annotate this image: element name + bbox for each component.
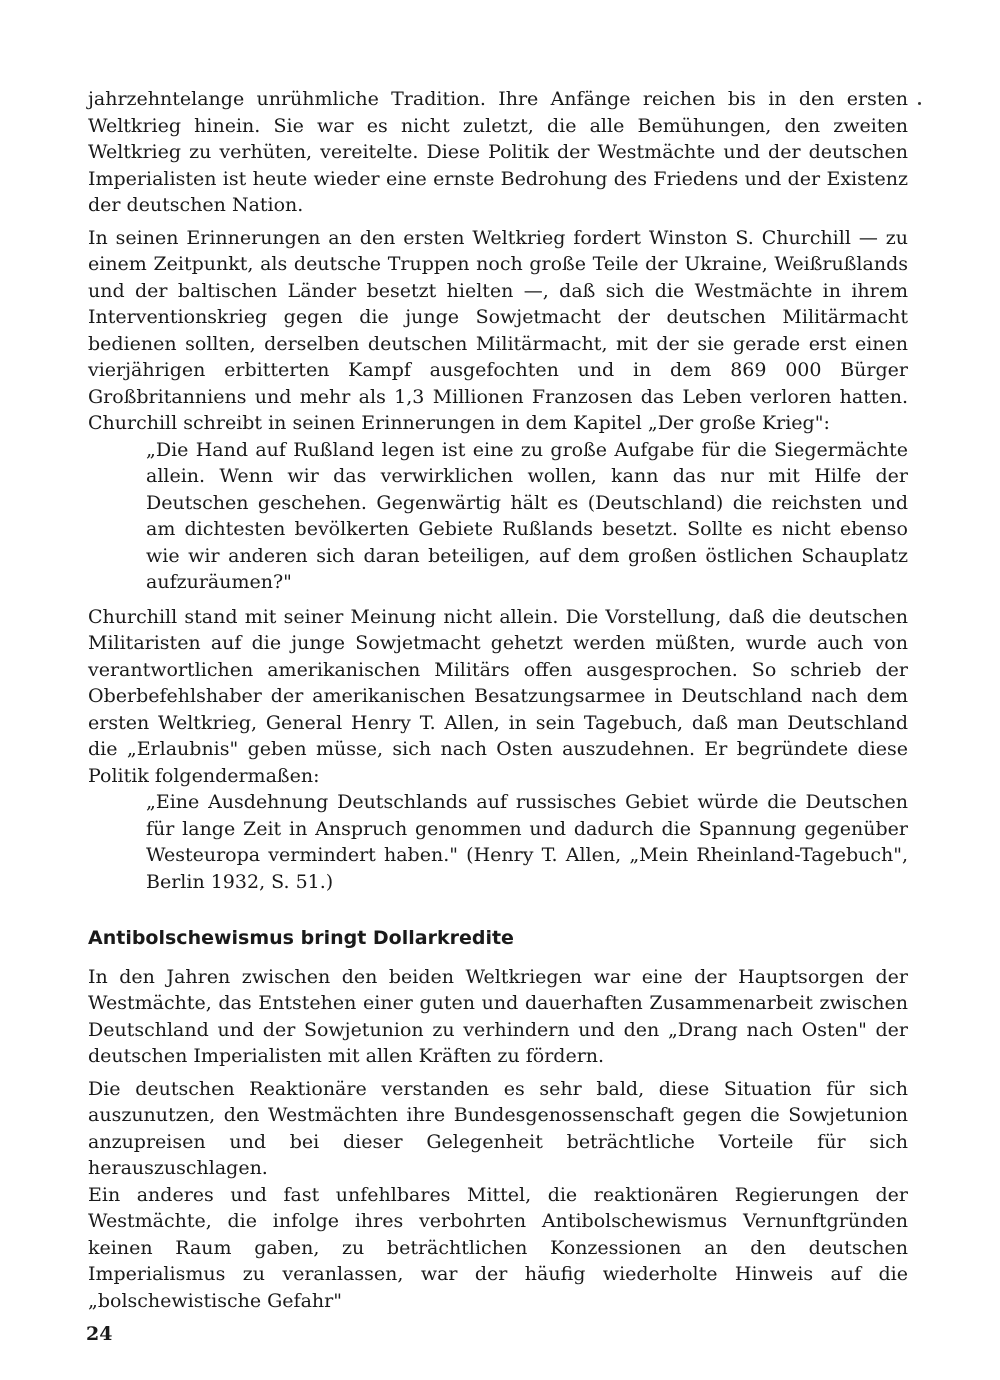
paragraph-bolshevik-danger: Ein anderes und fast unfehlbares Mittel, die reaktionären Regierungen der Westmächte, die infolge ihres verbohrten Antibolschewismus Vernunftgründen keinen Raum gaben, zu beträchtlichen Konzessionen an den deutschen Imperialismus zu veranlassen, war der häufig wiederholte Hinweis auf die „bolschewistische Gefahr" xyxy=(88,1183,908,1312)
quote-allen: „Eine Ausdehnung Deutschlands auf russisches Gebiet würde die Deutschen für lange Zeit in Anspruch genommen und dadurch die Spannung gegenüber Westeuropa vermindert haben." (Henry T. Allen, „Mein Rheinland-Tagebuch", Berlin 1932, S. 51.) xyxy=(146,791,908,893)
page-number: 24 xyxy=(86,1323,113,1345)
section-heading: Antibolschewismus bringt Dollarkredite xyxy=(88,927,514,949)
paragraph-interwar-years: In den Jahren zwischen den beiden Weltkriegen war eine der Hauptsorgen der Westmächte, das Entstehen einer guten und dauerhaften Zusammenarbeit zwischen Deutschland und der Sowjetunion zu verhindern und den „Drang nach Osten" der deutschen Imperialisten mit allen Kräften zu fördern. xyxy=(88,965,908,1067)
quote-churchill: „Die Hand auf Rußland legen ist eine zu große Aufgabe für die Siegermächte allein. Wenn wir das verwirklichen wollen, kann das nur mit Hilfe der Deutschen geschehen. Gegenwärtig hält es (Deutschland) die reichsten und am dichtesten bevölkerten Gebiete Rußlands besetzt. Sollte es nicht ebenso wie wir anderen sich daran beteiligen, auf dem großen östlichen Schauplatz aufzuräumen?" xyxy=(146,438,908,593)
paragraph-churchill-memoirs: In seinen Erinnerungen an den ersten Weltkrieg fordert Winston S. Churchill — zu einem Zeitpunkt, als deutsche Truppen noch große Teile der Ukraine, Weißrußlands und der baltischen Länder besetzt hielten —, daß sich die Westmächte in ihrem Interventionskrieg gegen die junge Sowjetmacht der deutschen Militärmacht bedienen sollten, derselben deutschen Militärmacht, mit der sie gerade erst einen vierjährigen erbitterten Kampf ausgefochten und in dem 869 000 Bürger Großbritanniens und mehr als 1,3 Millionen Franzosen das Leben verloren hatten. Churchill schreibt in seinen Erinnerungen in dem Kapitel „Der große Krieg": xyxy=(88,226,908,434)
scan-speck xyxy=(918,102,921,105)
paragraph-american-militaries: Churchill stand mit seiner Meinung nicht allein. Die Vorstellung, daß die deutschen Militaristen auf die junge Sowjetmacht gehetzt werden müßten, wurde auch von verantwortlichen amerikanischen Militärs offen ausgesprochen. So schrieb der Oberbefehlshaber der amerikanischen Besatzungsarmee in Deutschland nach dem ersten Weltkrieg, General Henry T. Allen, in sein Tagebuch, daß man Deutschland die „Erlaubnis" geben müsse, sich nach Osten auszudehnen. Er begründete diese Politik folgendermaßen: xyxy=(88,605,908,787)
paragraph-reactionaries: Die deutschen Reaktionäre verstanden es sehr bald, diese Situation für sich auszunutzen, den Westmächten ihre Bundesgenossenschaft gegen die Sowjetunion anzupreisen und bei dieser Gelegenheit beträchtliche Vorteile für sich herauszuschlagen. xyxy=(88,1077,908,1179)
body-text xyxy=(88,86,908,1314)
paragraph-tradition: jahrzehntelange unrühmliche Tradition. Ihre Anfänge reichen bis in den ersten Weltkrieg hinein. Sie war es nicht zuletzt, die alle Bemühungen, den zweiten Weltkrieg zu verhüten, vereitelte. Diese Politik der Westmächte und der deutschen Imperialisten ist heute wieder eine ernste Bedrohung des Friedens und der Existenz der deutschen Nation. xyxy=(88,88,908,216)
